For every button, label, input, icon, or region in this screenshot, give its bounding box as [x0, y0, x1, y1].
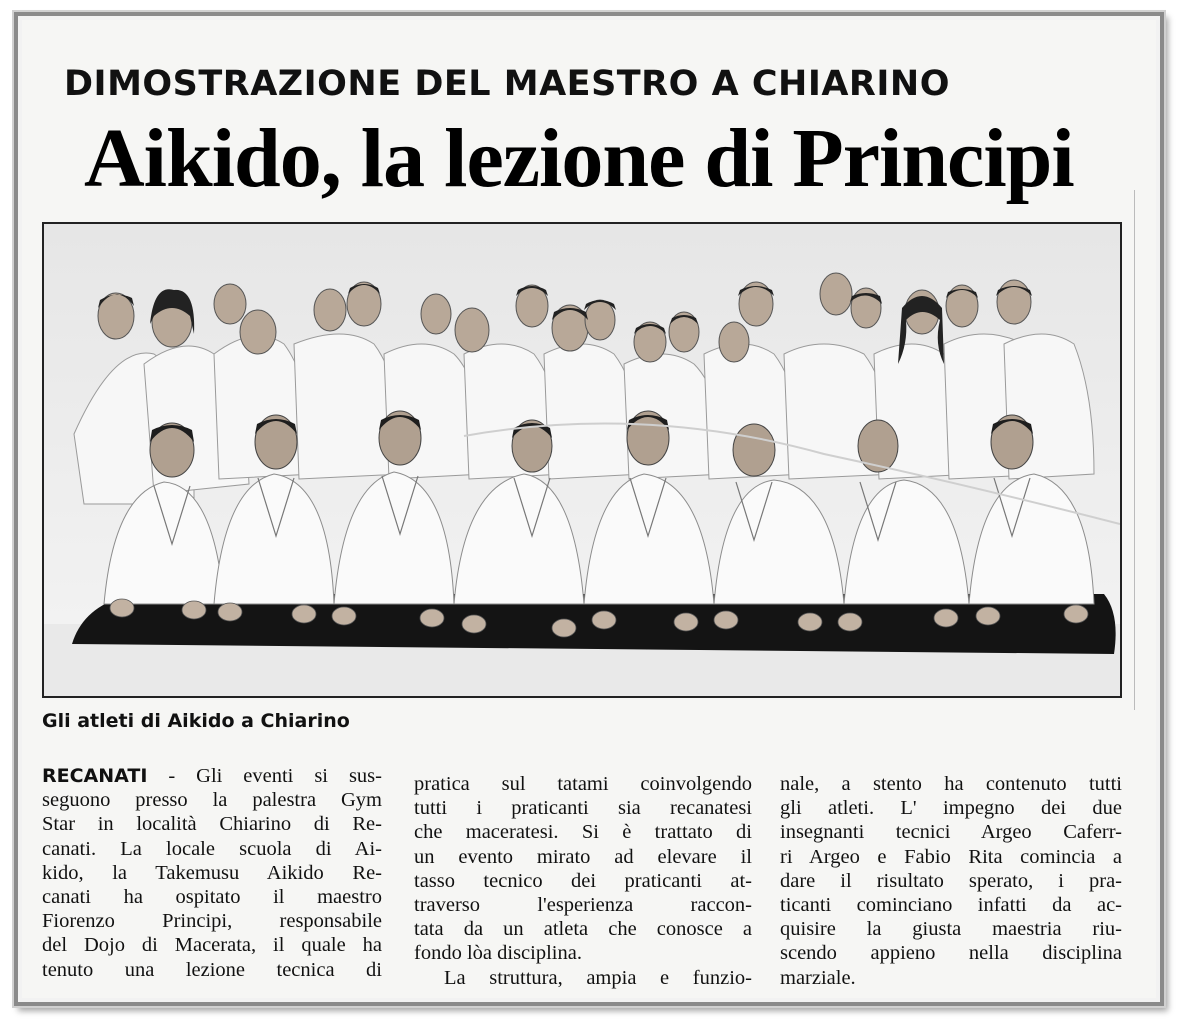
article-column-1: [42, 764, 382, 982]
column-line: tenuto una lezione tecnica di: [42, 958, 382, 981]
kicker-heading: DIMOSTRAZIONE DEL MAESTRO A CHIARINO: [64, 64, 950, 104]
dateline: RECANATI: [42, 765, 148, 787]
column-line: marziale.: [780, 966, 856, 989]
column-line: tutti i praticanti sia recanatesi: [414, 797, 752, 820]
column-line: del Dojo di Macerata, il quale ha: [42, 934, 382, 957]
column-line: fondo lòa disciplina.: [414, 942, 582, 965]
column-line: canati. La locale scuola di Ai-: [42, 837, 382, 860]
column-line: pratica sul tatami coinvolgendo: [414, 773, 752, 795]
column-line: La struttura, ampia e funzio-: [444, 966, 752, 989]
column-line: Star in località Chiarino di Re-: [42, 813, 382, 836]
article-column-3: [780, 772, 1122, 990]
column-line: RECANATI - Gli eventi si sus-: [42, 765, 382, 787]
column-line: canati ha ospitato il maestro: [42, 886, 382, 909]
column-line: Fiorenzo Principi, responsabile: [42, 910, 382, 933]
column-line: che maceratesi. Si è trattato di: [414, 821, 752, 844]
column-line: kido, la Takemusu Aikido Re-: [42, 861, 382, 884]
column-line: tata da un atleta che conosce a: [414, 918, 752, 941]
column-line: ri Argeo e Fabio Rita comincia a: [780, 845, 1122, 868]
group-photo: [42, 222, 1122, 698]
column-line: gli atleti. L' impegno dei due: [780, 797, 1122, 820]
headline: Aikido, la lezione di Principi: [84, 112, 1074, 205]
column-line: nale, a stento ha contenuto tutti: [780, 773, 1122, 795]
article-column-2: [414, 772, 752, 990]
column-line: traverso l'esperienza raccon-: [414, 894, 752, 917]
newspaper-clipping: [22, 20, 1156, 998]
column-rule: [1134, 190, 1135, 710]
column-line: dare il risultato sperato, i pra-: [780, 869, 1122, 892]
column-line: un evento mirato ad elevare il: [414, 845, 752, 868]
column-line: seguono presso la palestra Gym: [42, 789, 382, 812]
column-line: insegnanti tecnici Argeo Caferr-: [780, 821, 1122, 844]
column-line: ticanti cominciano infatti da ac-: [780, 894, 1122, 917]
column-line: quisire la giusta maestria riu-: [780, 918, 1122, 941]
column-line: scendo appieno nella disciplina: [780, 942, 1122, 965]
photo-caption: Gli atleti di Aikido a Chiarino: [42, 710, 350, 732]
column-line: tasso tecnico dei praticanti at-: [414, 869, 752, 892]
